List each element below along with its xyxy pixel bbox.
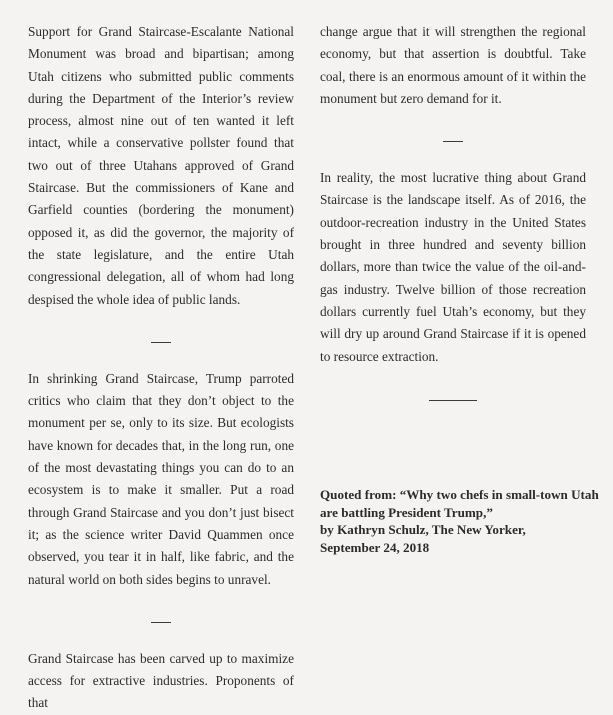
left-column <box>28 21 294 715</box>
end-separator <box>429 400 477 401</box>
section-separator <box>151 622 171 623</box>
citation-line: Quoted from: “Why two chefs in small-town Utah <box>320 487 599 502</box>
citation-line: are battling President Trump,” <box>320 504 493 520</box>
section-separator <box>443 141 463 142</box>
section-separator <box>151 342 171 343</box>
paragraph-support: Support for Grand Staircase-Escalante National Monument was broad and bipartisan; among Utah citizens who submitted public comments during the Department of the Interior’s review process, almost nine out of ten wanted it left intact, while a conservative pollster found that two out of three Utahans approved of Grand Staircase. But the commissioners of Kane and Garfield counties (bordering the monument) opposed it, as did the governor, the majority of the state legislature, and the entire Utah congressional delegation, all of whom had long despised the whole idea of public lands. <box>28 24 294 307</box>
right-column <box>320 21 586 401</box>
paragraph-shrinking: In shrinking Grand Staircase, Trump parroted critics who claim that they don’t object to the monument per se, only to its size. But ecologists have known for decades that, in the long run, one of the most devastating things you can do to an ecosystem is to make it smaller. Put a road through Grand Staircase and you don’t just bisect it; as the science writer David Quammen once observed, you tear it in half, like fabric, and the natural world on both sides begins to unravel. <box>28 370 294 587</box>
citation <box>320 486 599 556</box>
paragraph-carved-up: Grand Staircase has been carved up to maximize access for extractive industries. Proponents of that <box>28 650 294 711</box>
citation-line: by Kathryn Schulz, The New Yorker, <box>320 522 526 537</box>
citation-line: September 24, 2018 <box>320 539 430 555</box>
paragraph-regional-economy: change argue that it will strengthen the regional economy, but that assertion is doubtful. Take coal, there is an enormous amount of it within the monument but zero demand for it. <box>320 24 586 106</box>
paragraph-landscape: In reality, the most lucrative thing about Grand Staircase is the landscape itself. As of 2016, the outdoor-recreation industry in the United States brought in three hundred and seventy billion dollars, more than twice the value of the oil-and-gas industry. Twelve billion of those recreation dollars currently fuel Utah’s economy, but they will dry up around Grand Staircase if it is opened to resource extraction. <box>320 170 586 364</box>
